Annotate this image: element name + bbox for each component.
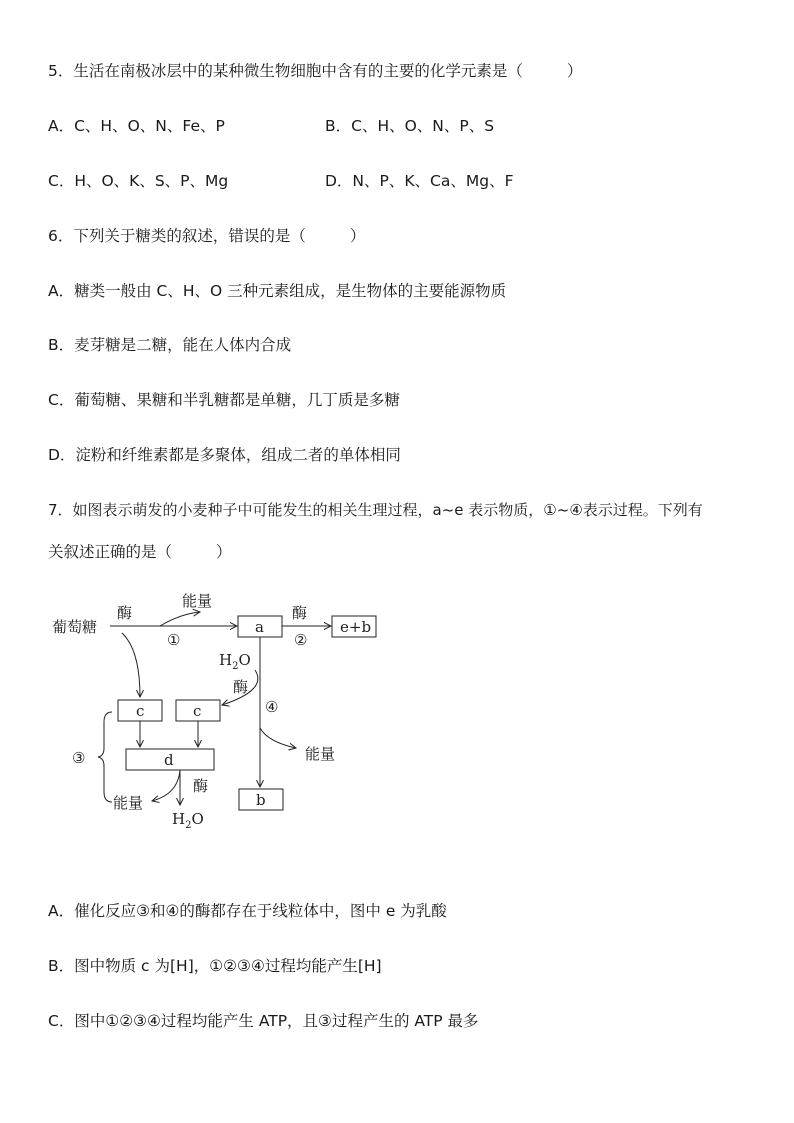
q7-option-a: A．催化反应③和④的酶都存在于线粒体中，图中 e 为乳酸 — [48, 902, 447, 920]
q5-option-a: A．C、H、O、N、Fe、P — [48, 117, 225, 135]
box-b-label: b — [256, 791, 266, 809]
water-label-1: $H_2O$ — [219, 651, 251, 672]
step1-label: ① — [167, 631, 181, 649]
q5-stem-text: 5．生活在南极冰层中的某种微生物细胞中含有的主要的化学元素是（ — [48, 62, 523, 80]
q7-stem-line2-text: 关叙述正确的是（ — [48, 543, 173, 561]
q6-option-b: B．麦芽糖是二糖，能在人体内合成 — [48, 336, 292, 354]
energy-label-2: 能量 — [305, 745, 336, 763]
q5-option-b: B．C、H、O、N、P、S — [325, 117, 495, 135]
q7-paren-close: ） — [216, 543, 232, 561]
q5-option-c: C．H、O、K、S、P、Mg — [48, 172, 229, 190]
q7-option-c: C．图中①②③④过程均能产生 ATP，且③过程产生的 ATP 最多 — [48, 1012, 479, 1030]
box-d-label: d — [164, 751, 174, 769]
enzyme-label-3: 酶 — [233, 678, 249, 696]
q5-option-d: D．N、P、K、Ca、Mg、F — [325, 172, 514, 190]
energy-label-1: 能量 — [182, 592, 213, 610]
energy-label-3: 能量 — [113, 794, 144, 812]
water-label-2: $H_2O$ — [172, 810, 204, 831]
box-c-right-label: c — [193, 702, 202, 720]
q7-stem-line2 — [48, 542, 232, 562]
step4-label: ④ — [265, 698, 279, 716]
enzyme-label-1: 酶 — [117, 604, 133, 622]
q6-stem-text: 6．下列关于糖类的叙述，错误的是（ — [48, 227, 306, 245]
q6-option-c: C．葡萄糖、果糖和半乳糖都是单糖，几丁质是多糖 — [48, 391, 400, 409]
enzyme-label-2: 酶 — [292, 604, 308, 622]
glucose-label: 葡萄糖 — [52, 618, 98, 636]
step2-label: ② — [294, 631, 308, 649]
box-eb-label: e+b — [340, 618, 372, 636]
q7-stem-line1: 7．如图表示萌发的小麦种子中可能发生的相关生理过程，a~e 表示物质，①~④表示过程。下列有 — [48, 501, 703, 519]
q7-option-b: B．图中物质 c 为[H]，①②③④过程均能产生[H] — [48, 957, 382, 975]
step3-label: ③ — [72, 749, 86, 767]
q5-paren-close: ） — [566, 62, 583, 80]
q6-option-d: D．淀粉和纤维素都是多聚体，组成二者的单体相同 — [48, 446, 401, 464]
metabolism-diagram — [0, 580, 420, 840]
box-a-label: a — [255, 618, 264, 636]
enzyme-label-4: 酶 — [193, 777, 209, 795]
box-c-left-label: c — [136, 702, 145, 720]
q6-paren-close: ） — [349, 227, 366, 245]
q6-option-a: A．糖类一般由 C、H、O 三种元素组成，是生物体的主要能源物质 — [48, 282, 507, 300]
q5-stem — [48, 61, 582, 81]
q6-stem — [48, 226, 365, 246]
